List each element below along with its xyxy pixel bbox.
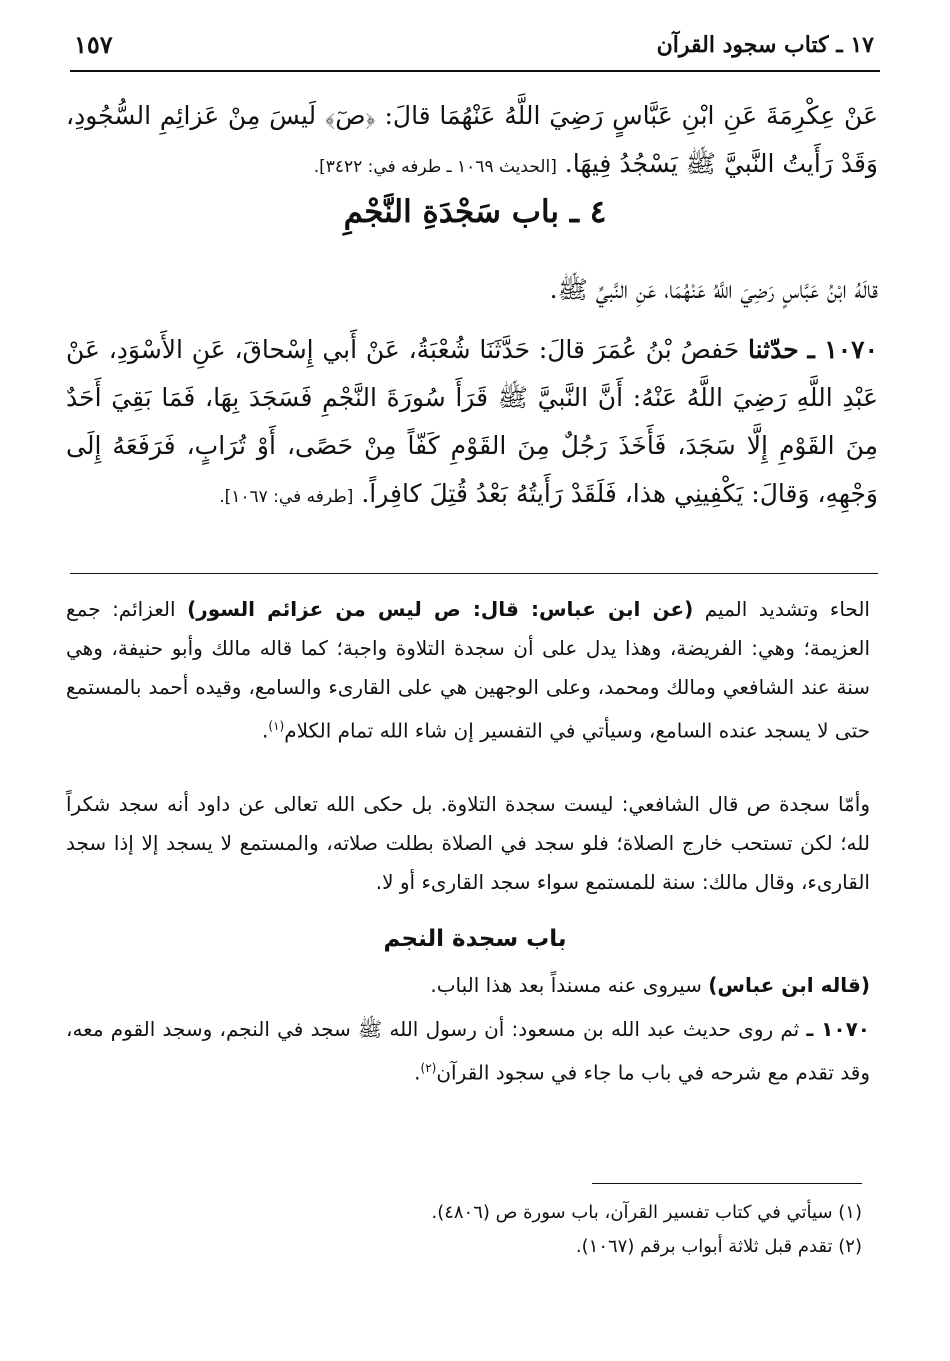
commentary-quote: (قاله ابن عباس) — [708, 973, 870, 997]
footnote-ref[interactable]: (١) — [268, 719, 285, 733]
footnote-1 — [100, 1196, 862, 1230]
hadith-text: حَفصُ بْنُ عُمَرَ قالَ: حَدَّثَنَا شُعْبَةُ، عَنْ أَبي إِسْحاقَ، عَنِ الأَسْوَدِ، عَنْ عَبْدِ اللَّهِ رَضِيَ اللَّهُ عَنْهُ: أَنَّ النَّبيَّ ﷺ قَرَأَ سُورَةَ النَّجْمِ فَسَجَدَ بِهَا، فَمَا بَقِيَ أَحَدٌ مِنَ القَوْمِ إِلَّا سَجَدَ، فَأَخَذَ رَجُلٌ مِنَ القَوْمِ كَفّاً مِنْ حَصًى، أَوْ تُرَابٍ، فَرَفَعَهُ إِلَى وَجْهِهِ، وَقالَ: يَكْفِينِي هذا، فَلَقَدْ رَأَيتُهُ بَعْدُ قُتِلَ كافِراً. — [66, 335, 878, 508]
page-header — [70, 26, 880, 72]
section-divider — [70, 573, 878, 574]
footnotes — [100, 1196, 862, 1264]
hadith-intro-text: عَنْ عِكْرِمَةَ عَنِ ابْنِ عَبَّاسٍ رَضِيَ اللَّهُ عَنْهُمَا قالَ: ﴿صٓ﴾ لَيسَ مِنْ عَزائِمِ السُّجُودِ، وَقَدْ رَأَيتُ النَّبيَّ ﷺ يَسْجُدُ فِيهَا. — [66, 101, 878, 178]
footnote-text: سيأتي في كتاب تفسير القرآن، باب سورة ص (٤٨٠٦). — [431, 1202, 833, 1223]
footnote-ref[interactable]: (٢) — [420, 1061, 437, 1075]
chapter-intro: قالَهُ ابْنُ عَبَّاسٍ رَضِيَ اللَّهُ عَنْهُمَا، عَنِ النَّبيِّ ﷺ. — [549, 275, 878, 304]
commentary-text: ثم روى حديث عبد الله بن مسعود: أن رسول الله ﷺ سجد في النجم، وسجد القوم معه، وقد تقدم مع شرحه في باب ما جاء في سجود القرآن — [66, 1017, 870, 1085]
commentary-text: العزائم: جمع العزيمة؛ وهي: الفريضة، وهذا يدل على أن سجدة التلاوة واجبة؛ كما قاله مالك وأبو حنيفة، وهي سنة عند الشافعي ومالك ومحمد، وعلى الوجهين هي على القارىء والسامع، وقيده أحمد بالمستمع حتى لا يسجد عنده السامع، وسيأتي في التفسير إن شاء الله تمام الكلام — [66, 597, 870, 743]
hadith-1070 — [66, 326, 878, 521]
commentary-text: سيروى عنه مسنداً بعد هذا الباب. — [430, 973, 702, 997]
hadith-number: ١٠٧٠ ـ — [806, 1017, 870, 1041]
footnote-marker: (٢) — [838, 1236, 862, 1257]
hadith-intro-reference: [الحديث ١٠٦٩ ـ طرفه في: ٣٤٢٢]. — [313, 157, 557, 177]
hadith-number: ١٠٧٠ ـ — [807, 335, 879, 364]
hadith-intro — [66, 92, 878, 191]
hadith-lead: حدّثنا — [747, 335, 799, 364]
page-number: ١٥٧ — [74, 30, 113, 59]
chapter-title: ٤ ـ باب سَجْدَةِ النَّجْمِ — [343, 194, 607, 230]
footnote-marker: (١) — [838, 1202, 862, 1223]
footnote-divider — [592, 1183, 862, 1184]
commentary-quote: (عن ابن عباس: قال: ص ليس من عزائم السور) — [187, 597, 694, 621]
commentary-text: . — [262, 718, 269, 743]
commentary-text: الحاء وتشديد الميم — [704, 597, 870, 621]
commentary-paragraph-4 — [66, 1010, 870, 1093]
hadith-reference: [طرفه في: ١٠٦٧]. — [219, 487, 354, 507]
footnote-2 — [100, 1230, 862, 1264]
commentary-paragraph-3 — [66, 966, 870, 1005]
commentary-paragraph-1 — [66, 590, 870, 751]
footnote-text: تقدم قبل ثلاثة أبواب برقم (١٠٦٧). — [575, 1236, 833, 1257]
running-title: ١٧ ـ كتاب سجود القرآن — [656, 32, 874, 58]
commentary-subheading: باب سجدة النجم — [383, 926, 567, 952]
commentary-text: . — [414, 1060, 421, 1085]
commentary-paragraph-2: وأمّا سجدة ص قال الشافعي: ليست سجدة التلاوة. بل حكى الله تعالى عن داود أنه سجد شكراً لله؛ لكن تستحب خارج الصلاة؛ فلو سجد في الصلاة بطلت صلاته، والمستمع لا يسجد إلا إذا سجد القارىء، وقال مالك: سنة للمستمع سواء سجد القارىء أو لا. — [66, 792, 870, 894]
